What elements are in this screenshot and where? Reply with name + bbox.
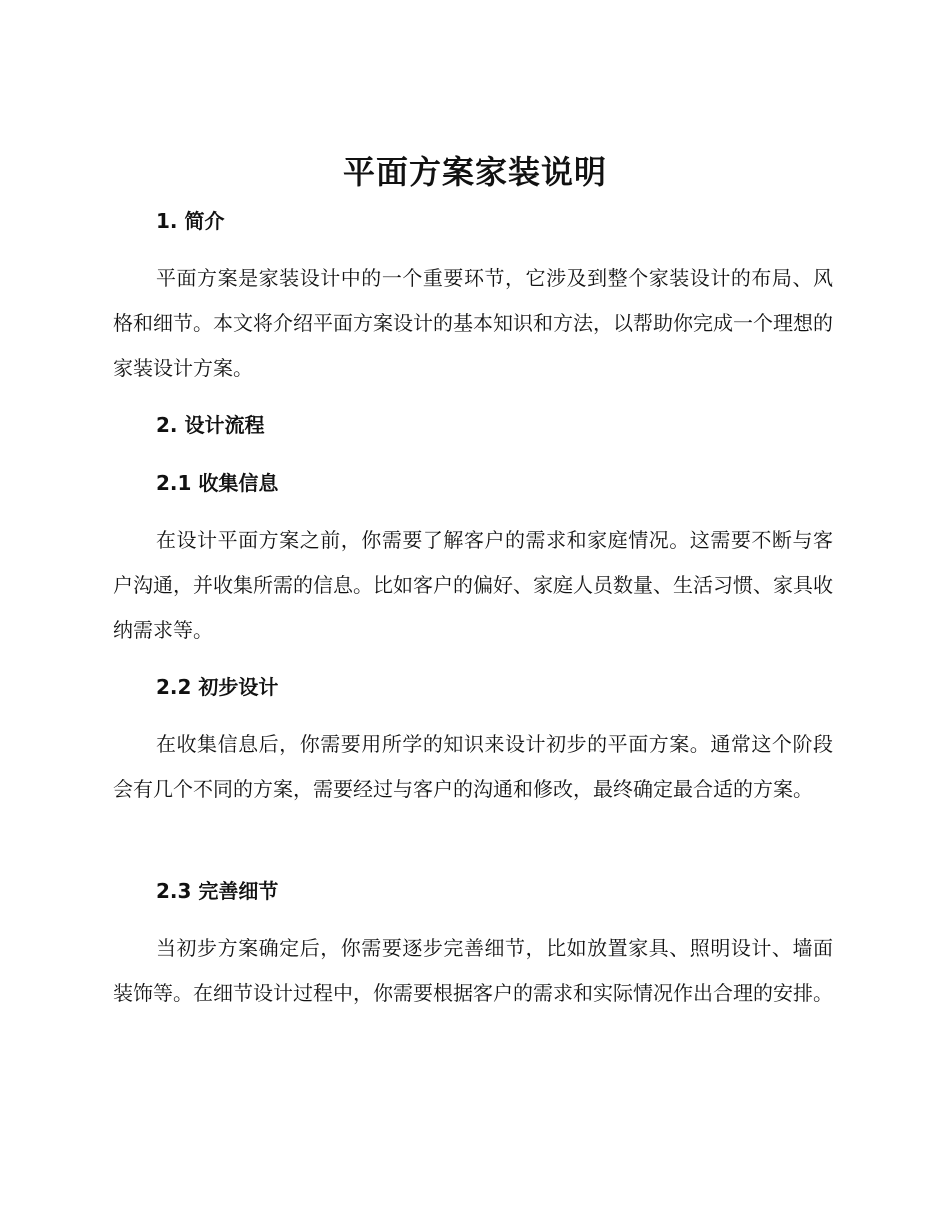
- section-heading-intro: 1. 简介: [156, 209, 225, 233]
- section-paragraph-intro: 平面方案是家装设计中的一个重要环节，它涉及到整个家装设计的布局、风格和细节。本文将介绍平面方案设计的基本知识和方法，以帮助你完成一个理想的家装设计方案。: [113, 266, 833, 380]
- section-paragraph-refine-details: 当初步方案确定后，你需要逐步完善细节，比如放置家具、照明设计、墙面装饰等。在细节设计过程中，你需要根据客户的需求和实际情况作出合理的安排。: [113, 936, 833, 1005]
- section-heading-preliminary-design: 2.2 初步设计: [156, 675, 279, 699]
- section-paragraph-collect-info: 在设计平面方案之前，你需要了解客户的需求和家庭情况。这需要不断与客户沟通，并收集所需的信息。比如客户的偏好、家庭人员数量、生活习惯、家具收纳需求等。: [113, 528, 833, 642]
- section-paragraph-preliminary-design: 在收集信息后，你需要用所学的知识来设计初步的平面方案。通常这个阶段会有几个不同的方案，需要经过与客户的沟通和修改，最终确定最合适的方案。: [113, 732, 833, 801]
- section-heading-refine-details: 2.3 完善细节: [156, 879, 279, 903]
- section-heading-collect-info: 2.1 收集信息: [156, 471, 279, 495]
- document-title: 平面方案家装说明: [342, 153, 607, 191]
- section-heading-design-process: 2. 设计流程: [156, 413, 265, 437]
